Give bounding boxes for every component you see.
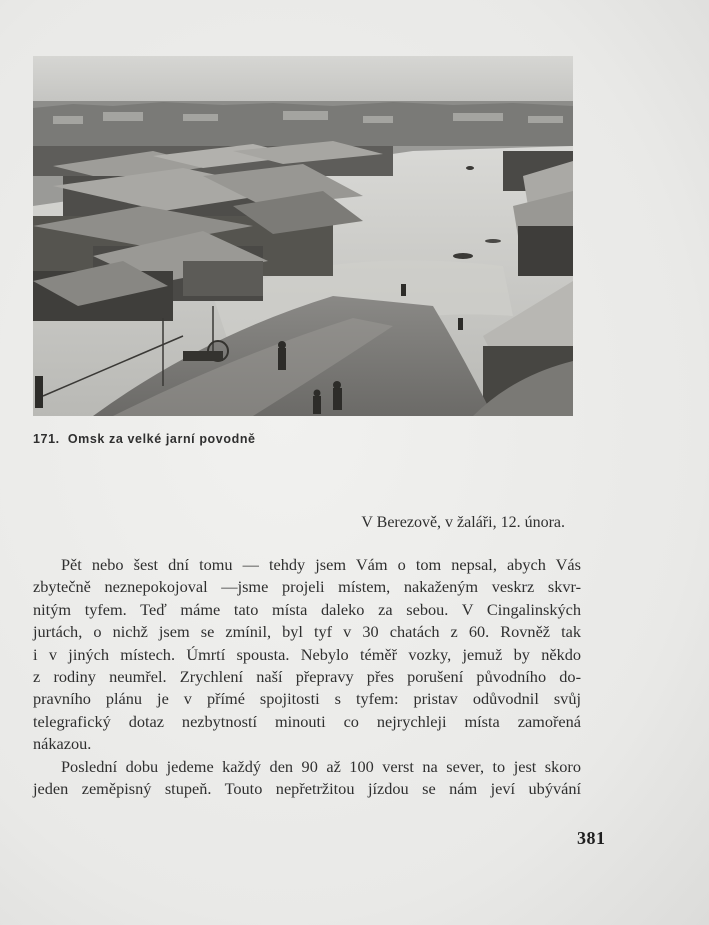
text-line: z rodiny neumřel. Zrychlení naší přepravy přes porušení původního do- <box>33 667 581 687</box>
text-line: Pět nebo šest dní tomu — tehdy jsem Vám o tom nepsal, abych Vás <box>61 555 581 574</box>
body-text <box>33 554 581 800</box>
text-line: pravního plánu je v přímé spojitosti s tyfem: pristav odůvodnil svůj <box>33 689 581 709</box>
text-line: Poslední dobu jedeme každý den 90 až 100 verst na sever, to jest skoro <box>61 756 581 776</box>
text-line: nákazou. <box>33 734 92 754</box>
figure-caption-text: Omsk za velké jarní povodně <box>67 432 256 446</box>
paragraph-1 <box>33 554 581 756</box>
text-line: telegrafický dotaz nezbytností minouti co nejrychleji místa zamořená <box>33 711 581 731</box>
photograph-omsk-flood <box>33 56 573 416</box>
text-line: jeden zeměpisný stupeň. Touto nepřetržitou jízdou se nám jeví ubývání <box>33 779 581 799</box>
text-line: nitým tyfem. Teď máme tato místa daleko za sebou. V Cingalinských <box>33 599 581 619</box>
letter-dateline: V Berezově, v žaláři, 12. února. <box>361 514 565 531</box>
figure-caption <box>33 432 256 446</box>
figure-number: 171. <box>33 432 60 446</box>
text-line: i v jiných místech. Úmrtí spousta. Nebylo téměř vozky, jemuž by někdo <box>33 644 581 664</box>
text-line: zbytečně neznepokojoval —jsme projeli místem, nakaženým veskrz skvr- <box>33 577 581 597</box>
page-number: 381 <box>577 828 606 848</box>
text-line: jurtách, o nichž jsem se zmínil, byl tyf v 30 chatách z 60. Rovněž tak <box>33 622 581 642</box>
paragraph-2 <box>33 756 581 801</box>
flood-photo-illustration <box>33 56 573 416</box>
